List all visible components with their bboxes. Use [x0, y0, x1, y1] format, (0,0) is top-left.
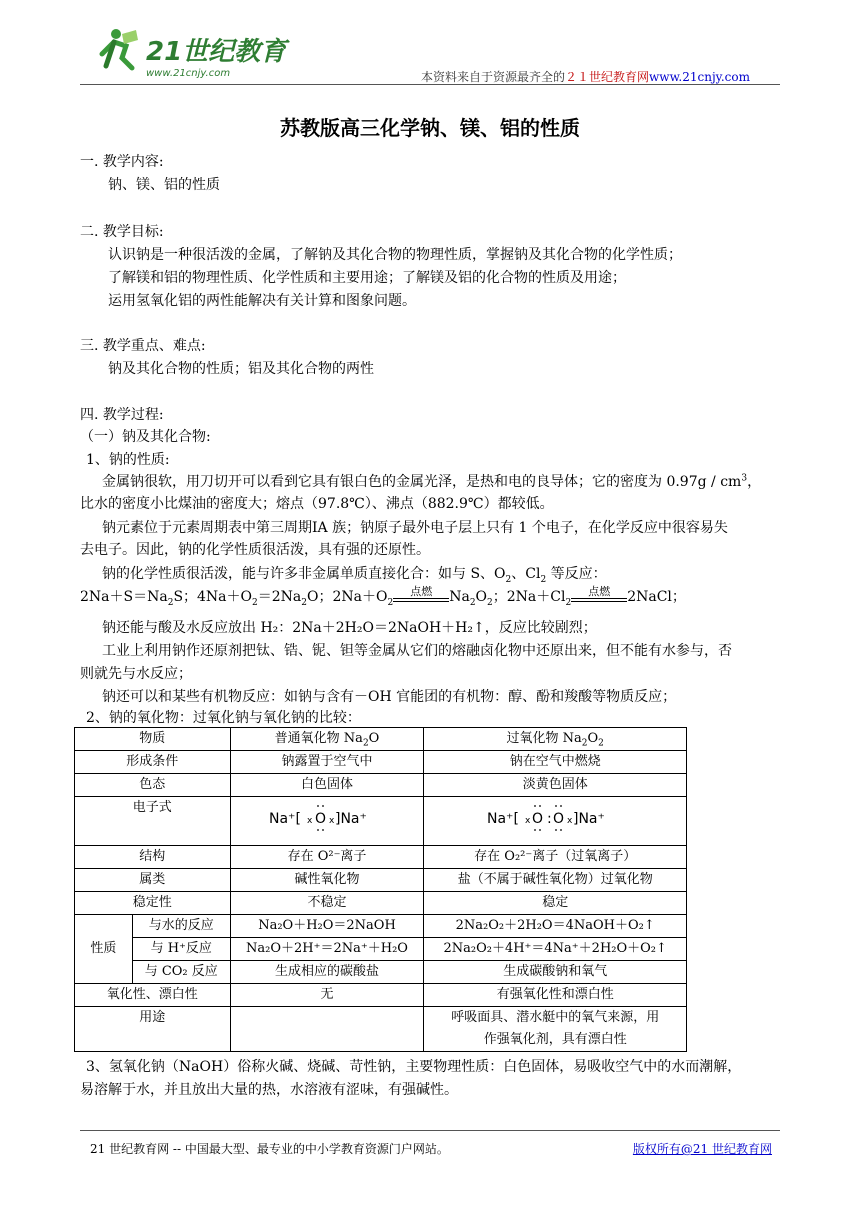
section-3-body: 钠及其化合物的性质；铝及其化合物的两性 — [108, 361, 374, 377]
reaction-arrow: 点燃 — [571, 586, 627, 607]
copyright-link[interactable]: 版权所有@21 世纪教育网 — [632, 1142, 772, 1156]
paragraph-6-line-2: 则就先与水反应； — [80, 666, 192, 682]
table-cell: 与 H⁺反应 — [132, 938, 230, 961]
table-cell: Na₂O＋2H⁺＝2Na⁺＋H₂O — [230, 938, 424, 961]
na2o2-electron-formula-icon — [485, 797, 625, 837]
table-row — [75, 774, 687, 797]
page-header — [80, 18, 780, 88]
table-cell: 生成碳酸钠和氧气 — [424, 961, 687, 984]
svg-text:x: x — [567, 816, 573, 826]
table-cell: 电子式 — [75, 797, 231, 846]
item-3-line-1: 3、氢氧化钠（NaOH）俗称火碱、烧碱、苛性钠，主要物理性质：白色固体，易吸收空气中的水而潮解， — [86, 1059, 742, 1075]
table-cell: 物质 — [75, 728, 231, 751]
table-cell: 2Na₂O₂＋2H₂O＝4NaOH＋O₂↑ — [424, 915, 687, 938]
footer-divider — [80, 1130, 780, 1131]
paragraph-2-line-1: 钠元素位于元素周期表中第三周期ⅠA 族；钠原子最外电子层上只有 1 个电子，在化学反应中很容易失 — [102, 520, 728, 536]
table-row — [75, 892, 687, 915]
item-1-heading: 1、钠的性质: — [86, 452, 170, 468]
table-cell: 与水的反应 — [132, 915, 230, 938]
table-cell — [230, 1007, 424, 1052]
svg-text:O: O — [553, 811, 565, 827]
table-cell: 淡黄色固体 — [424, 774, 687, 797]
table-cell: 氧化性、漂白性 — [75, 984, 231, 1007]
svg-text:O: O — [532, 811, 544, 827]
section-2-line-3: 运用氢氧化铝的两性能解决有关计算和图象问题。 — [108, 293, 416, 309]
logo-url: www.21cnjy.com — [146, 68, 231, 79]
table-cell: 存在 O₂²⁻离子（过氧离子） — [424, 846, 687, 869]
header-divider — [80, 84, 780, 85]
table-cell: 白色固体 — [230, 774, 424, 797]
svg-text:Na⁺[: Na⁺[ — [269, 811, 301, 827]
table-cell: 不稳定 — [230, 892, 424, 915]
table-cell — [230, 797, 424, 846]
runner-icon — [102, 29, 138, 68]
table-cell: 钠露置于空气中 — [230, 751, 424, 774]
table-row — [75, 938, 687, 961]
table-cell: 形成条件 — [75, 751, 231, 774]
table-cell: 2Na₂O₂＋4H⁺＝4Na⁺＋2H₂O＋O₂↑ — [424, 938, 687, 961]
table-cell: 属类 — [75, 869, 231, 892]
section-4-heading: 四. 教学过程: — [80, 407, 164, 423]
logo-text: 21世纪教育 — [146, 37, 287, 67]
table-cell: 生成相应的碳酸盐 — [230, 961, 424, 984]
paragraph-1-line-1: 金属钠很软，用刀切开可以看到它具有银白色的金属光泽，是热和电的良导体；它的密度为 $0.97g / cm^3$， — [102, 473, 762, 490]
table-cell: 用途 — [75, 1007, 231, 1052]
table-cell: 无 — [230, 984, 424, 1007]
table-row — [75, 797, 687, 846]
item-2-heading: 2、钠的氧化物：过氧化钠与氧化钠的比较： — [86, 710, 361, 726]
table-cell — [424, 797, 687, 846]
svg-text::: : — [547, 811, 552, 827]
svg-text:]Na⁺: ]Na⁺ — [335, 811, 367, 827]
svg-text:x: x — [329, 816, 335, 826]
table-row — [75, 915, 687, 938]
na2o-electron-formula-icon — [267, 797, 387, 837]
source-note: 本资料来自于资源最齐全的２１世纪教育网www.21cnjy.com — [421, 70, 750, 84]
table-cell: 性质 — [75, 915, 133, 984]
table-cell: Na₂O＋H₂O＝2NaOH — [230, 915, 424, 938]
table-row — [75, 961, 687, 984]
site-logo — [92, 24, 292, 82]
table-row — [75, 728, 687, 751]
paragraph-5: 钠还能与酸及水反应放出 H₂：2Na＋2H₂O＝2NaOH＋H₂↑，反应比较剧烈； — [102, 620, 597, 636]
table-row — [75, 751, 687, 774]
table-row — [75, 846, 687, 869]
section-1-body: 钠、镁、铝的性质 — [108, 177, 220, 193]
table-cell: 与 CO₂ 反应 — [132, 961, 230, 984]
svg-text:Na⁺[: Na⁺[ — [487, 811, 520, 827]
svg-text:]Na⁺: ]Na⁺ — [573, 811, 606, 827]
table-row — [75, 869, 687, 892]
item-3-line-2: 易溶解于水，并且放出大量的热，水溶液有涩味，有强碱性。 — [80, 1082, 458, 1098]
section-1-heading: 一. 教学内容: — [80, 154, 164, 170]
paragraph-1-line-2: 比水的密度小比煤油的密度大；熔点（97.8℃）、沸点（882.9℃）都较低。 — [80, 496, 554, 512]
section-2-heading: 二. 教学目标: — [80, 224, 164, 240]
table-cell: 有强氧化性和漂白性 — [424, 984, 687, 1007]
table-cell: 结构 — [75, 846, 231, 869]
svg-text:x: x — [307, 816, 313, 826]
section-3-heading: 三. 教学重点、难点: — [80, 338, 206, 354]
table-cell: 呼吸面具、潜水艇中的氧气来源，用 作强氧化剂，具有漂白性 — [424, 1007, 687, 1052]
svg-text:O: O — [315, 811, 327, 827]
section-2-line-2: 了解镁和铝的物理性质、化学性质和主要用途；了解镁及铝的化合物的性质及用途； — [108, 270, 626, 286]
table-cell: 存在 O²⁻离子 — [230, 846, 424, 869]
table-cell: 普通氧化物 $Na_2O$ — [230, 728, 424, 751]
footer-text: 21 世纪教育网 -- 中国最大型、最专业的中小学教育资源门户网站。 — [90, 1142, 449, 1156]
document-title: 苏教版高三化学钠、镁、铝的性质 — [280, 116, 580, 140]
table-cell: 稳定性 — [75, 892, 231, 915]
subsection-1-heading: （一）钠及其化合物: — [80, 429, 211, 445]
site-link[interactable]: www.21cnjy.com — [649, 70, 750, 84]
paragraph-3-line-1: 钠的化学性质很活泼，能与许多非金属单质直接化合：如与 S、$O_2$、$Cl_2$ 等反应： — [102, 566, 607, 585]
table-cell: 钠在空气中燃烧 — [424, 751, 687, 774]
table-row — [75, 984, 687, 1007]
equation-line: $2Na+S=Na_2S$；$4Na+O_2=2Na_2O$；$2Na+O_2$ 点燃 $Na_2O_2$；$2Na+Cl_2$ 点燃 2NaCl； — [80, 585, 686, 608]
oxide-comparison-table — [74, 727, 687, 1052]
paragraph-6-line-1: 工业上利用钠作还原剂把钛、锆、铌、钽等金属从它们的熔融卤化物中还原出来，但不能有水参与，否 — [102, 643, 732, 659]
table-row — [75, 1007, 687, 1052]
table-cell: 碱性氧化物 — [230, 869, 424, 892]
paragraph-2-line-2: 去电子。因此，钠的化学性质很活泼，具有强的还原性。 — [80, 542, 430, 558]
table-cell: 稳定 — [424, 892, 687, 915]
table-cell: 色态 — [75, 774, 231, 797]
paragraph-7: 钠还可以和某些有机物反应：如钠与含有－OH 官能团的有机物：醇、酚和羧酸等物质反应； — [102, 689, 677, 705]
table-cell: 过氧化物 $Na_2O_2$ — [424, 728, 687, 751]
table-cell: 盐（不属于碱性氧化物）过氧化物 — [424, 869, 687, 892]
section-2-line-1: 认识钠是一种很活泼的金属，了解钠及其化合物的物理性质，掌握钠及其化合物的化学性质； — [108, 247, 682, 263]
svg-text:x: x — [525, 816, 531, 826]
reaction-arrow: 点燃 — [393, 586, 449, 607]
